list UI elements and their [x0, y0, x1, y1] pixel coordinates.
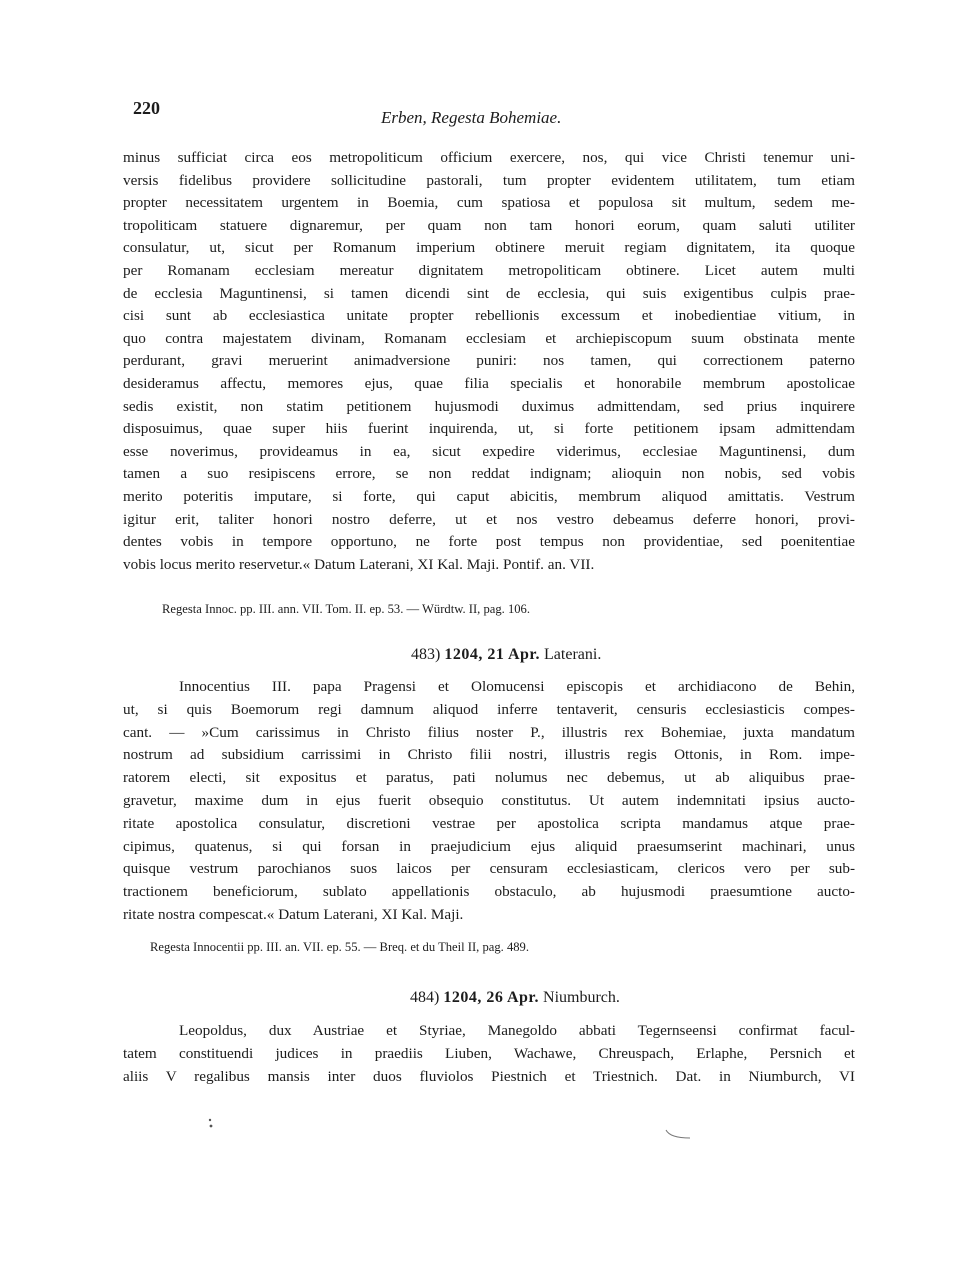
source-citation: Regesta Innocentii pp. III. an. VII. ep. 55. — Breq. et du Theil II, pag. 489. [150, 940, 529, 954]
text-line: gravetur, maxime dum in ejus fuerit obsequio constitutus. Ut autem indemnitati ipsius aucto- [123, 791, 855, 809]
text-line: vobis locus merito reservetur.« Datum Laterani, XI Kal. Maji. Pontif. an. VII. [123, 555, 595, 573]
text-line: ut, si quis Boemorum regi damnum aliquod inferre tentaverit, censuris ecclesiasticis compes- [123, 700, 855, 718]
text-line: ratorem electi, sit expositus et paratus, pati nolumus nec debemus, ut ab aliquibus prae- [123, 769, 855, 787]
text-line: per Romanam ecclesiam mereatur dignitatem metropoliticam obtinere. Licet autem multi [123, 261, 855, 279]
text-line: dentes vobis in tempore opportuno, ne forte post tempus non providentiae, sed poenitentiae [123, 533, 855, 551]
ink-mark [664, 1128, 694, 1142]
entry-number: 484) [410, 989, 440, 1006]
entry-heading-483 [411, 646, 601, 664]
text-line: versis fidelibus providere sollicitudine pastorali, tum propter evidentem utilitatem, tum etiam [123, 171, 855, 189]
text-line: sedis existit, non statim petitionem hujusmodi duximus admittendam, sed prius inquirere [123, 397, 855, 415]
text-line: cisi sunt ab ecclesiastica unitate propter rebellionis excessum et inobedientiae vitium, in [123, 307, 855, 325]
entry-number: 483) [411, 646, 441, 663]
text-line: propter necessitatem urgentem in Boemia, cum spatiosa et populosa sit multum, sedem me- [123, 194, 855, 212]
page-header [133, 98, 853, 134]
text-line: de ecclesia Maguntinensi, si tamen dicendi sint de ecclesia, qui suis exigentibus culpis prae- [123, 284, 855, 302]
text-line: perdurant, gravi meruerint animadversione puniri: nos tamen, qui correctionem paterno [123, 352, 855, 370]
ink-speck [206, 1116, 216, 1132]
text-line: minus sufficiat circa eos metropoliticum officium exercere, nos, qui vice Christi tenemur uni- [123, 149, 855, 166]
entry-483-text [123, 676, 855, 927]
text-line: desideramus affectu, memores ejus, quae filia specialis et honorabile membrum apostolicae [123, 374, 855, 392]
text-line: quo contra majestatem divinam, Romanam ecclesiam et archiepiscopum suum obstinata mente [123, 329, 855, 347]
running-head: Erben, Regesta Bohemiae. [381, 108, 562, 127]
text-line: igitur erit, taliter honori nostro deferre, ut et nos vestro debeamus deferre honori, provi- [123, 510, 855, 528]
text-line: tatem constituendi judices in praediis Liuben, Wachawe, Chreuspach, Erlaphe, Persnich et [123, 1044, 855, 1062]
text-line: cant. — »Cum carissimus in Christo filius noster P., illustris rex Bohemiae, juxta mandatum [123, 723, 855, 741]
text-line: Innocentius III. papa Pragensi et Olomucensi episcopis et archidiacono de Behin, [179, 678, 855, 695]
text-line: ritate apostolica consulatur, discretioni vestrae per apostolica scripta mandamus atque prae- [123, 814, 855, 832]
entry-date: 1204, 21 Apr. [444, 646, 541, 663]
text-line: nostrum ad subsidium carrissimi in Christo filii nostri, illustris regis Ottonis, in Rom. impe- [123, 746, 855, 764]
text-line: consulatur, ut, sicut per Romanum imperium obtinere meruit regiam dignitatem, ita quoque [123, 239, 855, 257]
source-citation: Regesta Innoc. pp. III. ann. VII. Tom. II. ep. 53. — Würdtw. II, pag. 106. [162, 602, 530, 616]
text-line: merito poteritis imputare, si forte, qui caput abicitis, membrum aliquod amittatis. Vestrum [123, 487, 855, 505]
entry-place: Laterani. [544, 646, 602, 663]
entry-date: 1204, 26 Apr. [443, 989, 540, 1006]
text-line: quisque vestrum parochianos suos laicos per censuram ecclesiasticam, clericos vero per sub- [123, 860, 855, 878]
text-line: tamen a suo resipiscens errore, se non reddat indignam; alioquin non nobis, sed vobis [123, 465, 855, 483]
continuation-text [123, 147, 855, 576]
text-line: disposuimus, quae super hiis fuerint inquirenda, ut, si forte petitionem ipsam admittendam [123, 420, 855, 438]
entry-place: Niumburch. [543, 989, 620, 1006]
text-line: tropoliticam statuere dignaremur, per quam non tam honori eorum, quam saluti utiliter [123, 216, 855, 234]
page-number: 220 [133, 98, 160, 118]
text-line: esse noverimus, provideamus in ea, sicut expedire viderimus, ecclesiae Maguntinensi, dum [123, 442, 855, 460]
text-line: aliis V regalibus mansis inter duos fluviolos Piestnich et Triestnich. Dat. in Niumburch, VI [123, 1067, 855, 1085]
text-line: ritate nostra compescat.« Datum Laterani, XI Kal. Maji. [123, 905, 464, 923]
text-line: cipimus, quatenus, si qui forsan in praejudicium ejus aliquid praesumserint machinari, unus [123, 837, 855, 855]
entry-heading-484 [410, 989, 620, 1007]
text-line: tractionem beneficiorum, sublato appellationis obstaculo, ab hujusmodi praesumtione aucto- [123, 883, 855, 901]
text-line: Leopoldus, dux Austriae et Styriae, Manegoldo abbati Tegernseensi confirmat facul- [179, 1022, 855, 1039]
entry-484-text [123, 1020, 855, 1088]
